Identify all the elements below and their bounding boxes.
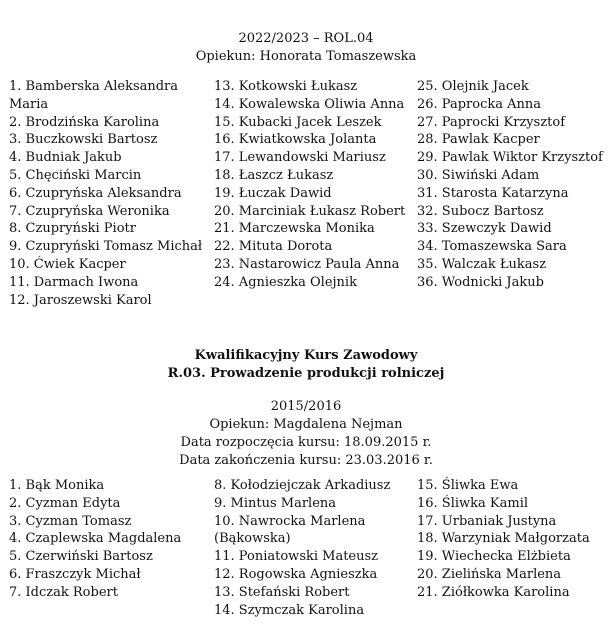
list-item: (Bąkowska) — [214, 531, 291, 547]
list-item: 24. Agnieszka Olejnik — [214, 274, 357, 290]
list-item: 5. Czerwiński Bartosz — [9, 549, 153, 565]
list-item: 1. Bąk Monika — [9, 478, 105, 493]
list-item: 26. Paprocka Anna — [417, 96, 542, 112]
list-item: 33. Szewczyk Dawid — [417, 221, 552, 237]
list-item: 3. Buczkowski Bartosz — [9, 132, 158, 148]
list-item: 16. Śliwka Kamil — [417, 495, 529, 511]
list-item: 25. Olejnik Jacek — [417, 79, 529, 94]
list-item: 9. Czupryński Tomasz Michał — [9, 239, 203, 255]
list-item: 29. Pawlak Wiktor Krzysztof — [417, 150, 603, 166]
list-item: 2. Cyzman Edyta — [9, 495, 121, 511]
list-item: 23. Nastarowicz Paula Anna — [214, 256, 400, 272]
list-item: 8. Kołodziejczak Arkadiusz — [214, 478, 391, 493]
list-item: 19. Łuczak Dawid — [214, 185, 332, 201]
list-item: 34. Tomaszewska Sara — [417, 239, 567, 255]
list-item: 1. Bamberska Aleksandra — [9, 79, 179, 94]
list-item: 10. Ćwiek Kacper — [9, 256, 126, 272]
list-item: 20. Marciniak Łukasz Robert — [214, 203, 406, 219]
section1-year: 2022/2023 – ROL.04 — [238, 31, 374, 46]
section2-column-2 — [214, 477, 390, 619]
list-item: 14. Kowalewska Oliwia Anna — [214, 96, 405, 112]
list-item: 21. Ziółkowka Karolina — [417, 584, 570, 600]
list-item: 10. Nawrocka Marlena — [214, 513, 366, 529]
list-item: 16. Kwiatkowska Jolanta — [214, 132, 377, 148]
list-item: 6. Fraszczyk Michał — [9, 566, 141, 582]
list-item: 18. Warzyniak Małgorzata — [417, 531, 590, 547]
list-item: 8. Czupryński Piotr — [9, 221, 136, 237]
list-item: 6. Czupryńska Aleksandra — [9, 185, 182, 201]
list-item: 19. Wiechecka Elżbieta — [417, 549, 571, 565]
list-item: 7. Czupryńska Weronika — [9, 203, 170, 219]
list-item: 9. Mintus Marlena — [214, 495, 337, 511]
section1-tutor: Opiekun: Honorata Tomaszewska — [195, 49, 417, 64]
list-item: Maria — [9, 96, 49, 112]
list-item: 13. Kotkowski Łukasz — [214, 79, 358, 94]
list-item: 30. Siwiński Adam — [417, 167, 540, 183]
list-item: 4. Czaplewska Magdalena — [9, 531, 182, 547]
list-item: 36. Wodnicki Jakub — [417, 274, 544, 290]
section1-column-3 — [417, 78, 603, 292]
list-item: 4. Budniak Jakub — [9, 150, 122, 166]
section2-column-3 — [417, 477, 590, 602]
list-item: 12. Jaroszewski Karol — [9, 292, 152, 308]
list-item: 11. Poniatowski Mateusz — [214, 549, 379, 565]
list-item: 31. Starosta Katarzyna — [417, 185, 569, 201]
list-item: 12. Rogowska Agnieszka — [214, 566, 378, 582]
list-item: 14. Szymczak Karolina — [214, 602, 365, 618]
course-heading: Kwalifikacyjny Kurs Zawodowy — [194, 348, 418, 363]
list-item: 21. Marczewska Monika — [214, 221, 375, 237]
list-item: 13. Stefański Robert — [214, 584, 350, 600]
course-subheading: R.03. Prowadzenie produkcji rolniczej — [167, 366, 445, 381]
list-item: 15. Kubacki Jacek Leszek — [214, 114, 382, 130]
section2-tutor: Opiekun: Magdalena Nejman — [209, 417, 403, 432]
section2-year: 2015/2016 — [270, 399, 342, 414]
list-item: 5. Chęciński Marcin — [9, 167, 142, 183]
list-item: 7. Idczak Robert — [9, 584, 118, 600]
list-item: 15. Śliwka Ewa — [417, 478, 519, 493]
list-item: 17. Urbaniak Justyna — [417, 513, 557, 529]
list-item: 18. Łaszcz Łukasz — [214, 167, 334, 183]
list-item: 28. Pawlak Kacper — [417, 132, 540, 148]
list-item: 22. Mituta Dorota — [214, 239, 333, 255]
section1-column-2 — [214, 78, 405, 292]
section1-column-1 — [9, 78, 202, 309]
course-end-date: Data zakończenia kursu: 23.03.2016 r. — [179, 453, 433, 468]
list-item: 2. Brodzińska Karolina — [9, 114, 160, 130]
list-item: 35. Walczak Łukasz — [417, 256, 547, 272]
list-item: 11. Darmach Iwona — [9, 274, 139, 290]
list-item: 17. Lewandowski Mariusz — [214, 150, 386, 166]
list-item: 20. Zielińska Marlena — [417, 566, 562, 582]
section2-column-1 — [9, 477, 181, 602]
list-item: 32. Subocz Bartosz — [417, 203, 544, 219]
course-start-date: Data rozpoczęcia kursu: 18.09.2015 r. — [180, 435, 432, 450]
list-item: 3. Cyzman Tomasz — [9, 513, 132, 529]
list-item: 27. Paprocki Krzysztof — [417, 114, 566, 130]
